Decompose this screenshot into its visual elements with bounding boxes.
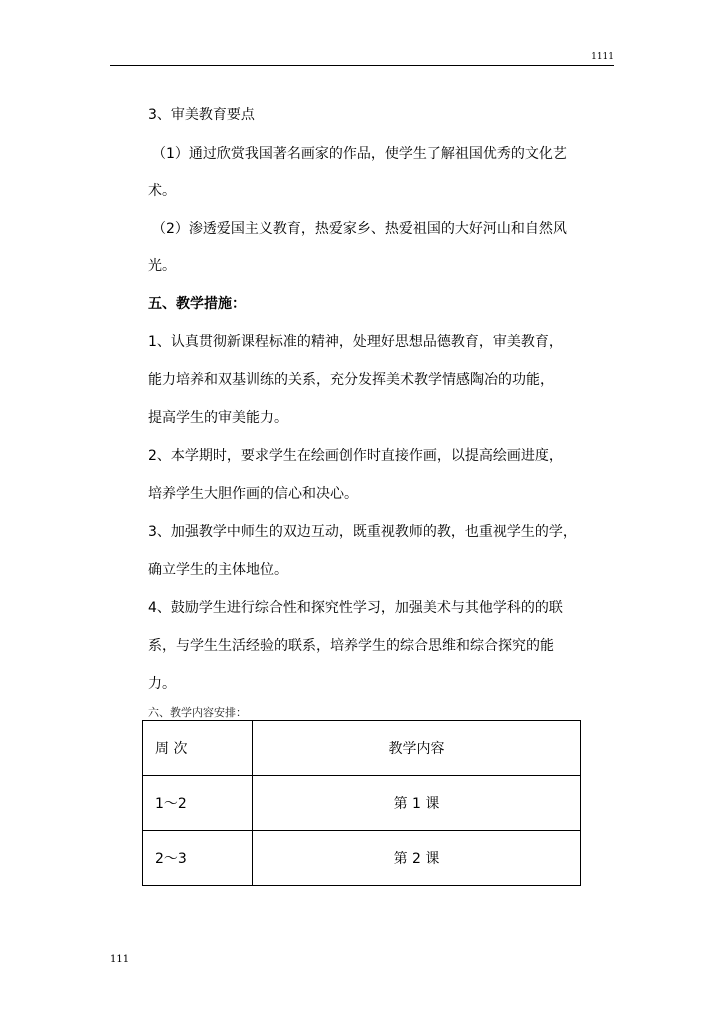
content-column-header: 教学内容 — [253, 721, 581, 776]
week-cell: 1～2 — [143, 776, 253, 831]
measure4-line3: 力。 — [148, 676, 176, 692]
section6-title: 六、教学内容安排： — [148, 706, 247, 719]
table-row — [143, 776, 581, 831]
footer-page-number: 111 — [110, 954, 130, 965]
measure2-line2: 培养学生大胆作画的信心和决心。 — [148, 486, 358, 502]
section3-item1-line2: 术。 — [148, 183, 176, 199]
content-cell: 第 1 课 — [253, 776, 581, 831]
section3-title: 3、审美教育要点 — [148, 107, 255, 123]
measure2-line1: 2、本学期时，要求学生在绘画创作时直接作画，以提高绘画进度， — [148, 448, 563, 464]
measure3-line1: 3、加强教学中师生的双边互动，既重视教师的教，也重视学生的学， — [148, 524, 577, 540]
measure1-line3: 提高学生的审美能力。 — [148, 410, 288, 426]
section3-item1-line1: （1）通过欣赏我国著名画家的作品，使学生了解祖国优秀的文化艺 — [152, 146, 567, 162]
header-rule — [110, 65, 614, 66]
section3-item2-line2: 光。 — [148, 258, 176, 274]
section3-item2-line1: （2）渗透爱国主义教育，热爱家乡、热爱祖国的大好河山和自然风 — [152, 221, 567, 237]
measure1-line2: 能力培养和双基训练的关系，充分发挥美术教学情感陶冶的功能， — [148, 372, 554, 388]
section5-title: 五、教学措施： — [148, 296, 246, 312]
measure1-line1: 1、认真贯彻新课程标准的精神，处理好思想品德教育，审美教育， — [148, 334, 563, 350]
measure3-line2: 确立学生的主体地位。 — [148, 562, 288, 578]
table-header-row — [143, 721, 581, 776]
measure4-line1: 4、鼓励学生进行综合性和探究性学习，加强美术与其他学科的的联 — [148, 600, 563, 616]
week-cell: 2～3 — [143, 831, 253, 886]
header-page-number: 1111 — [591, 52, 614, 62]
content-cell: 第 2 课 — [253, 831, 581, 886]
schedule-table — [142, 720, 581, 886]
measure4-line2: 系，与学生生活经验的联系，培养学生的综合思维和综合探究的能 — [148, 638, 554, 654]
table-row — [143, 831, 581, 886]
week-column-header: 周 次 — [143, 721, 253, 776]
